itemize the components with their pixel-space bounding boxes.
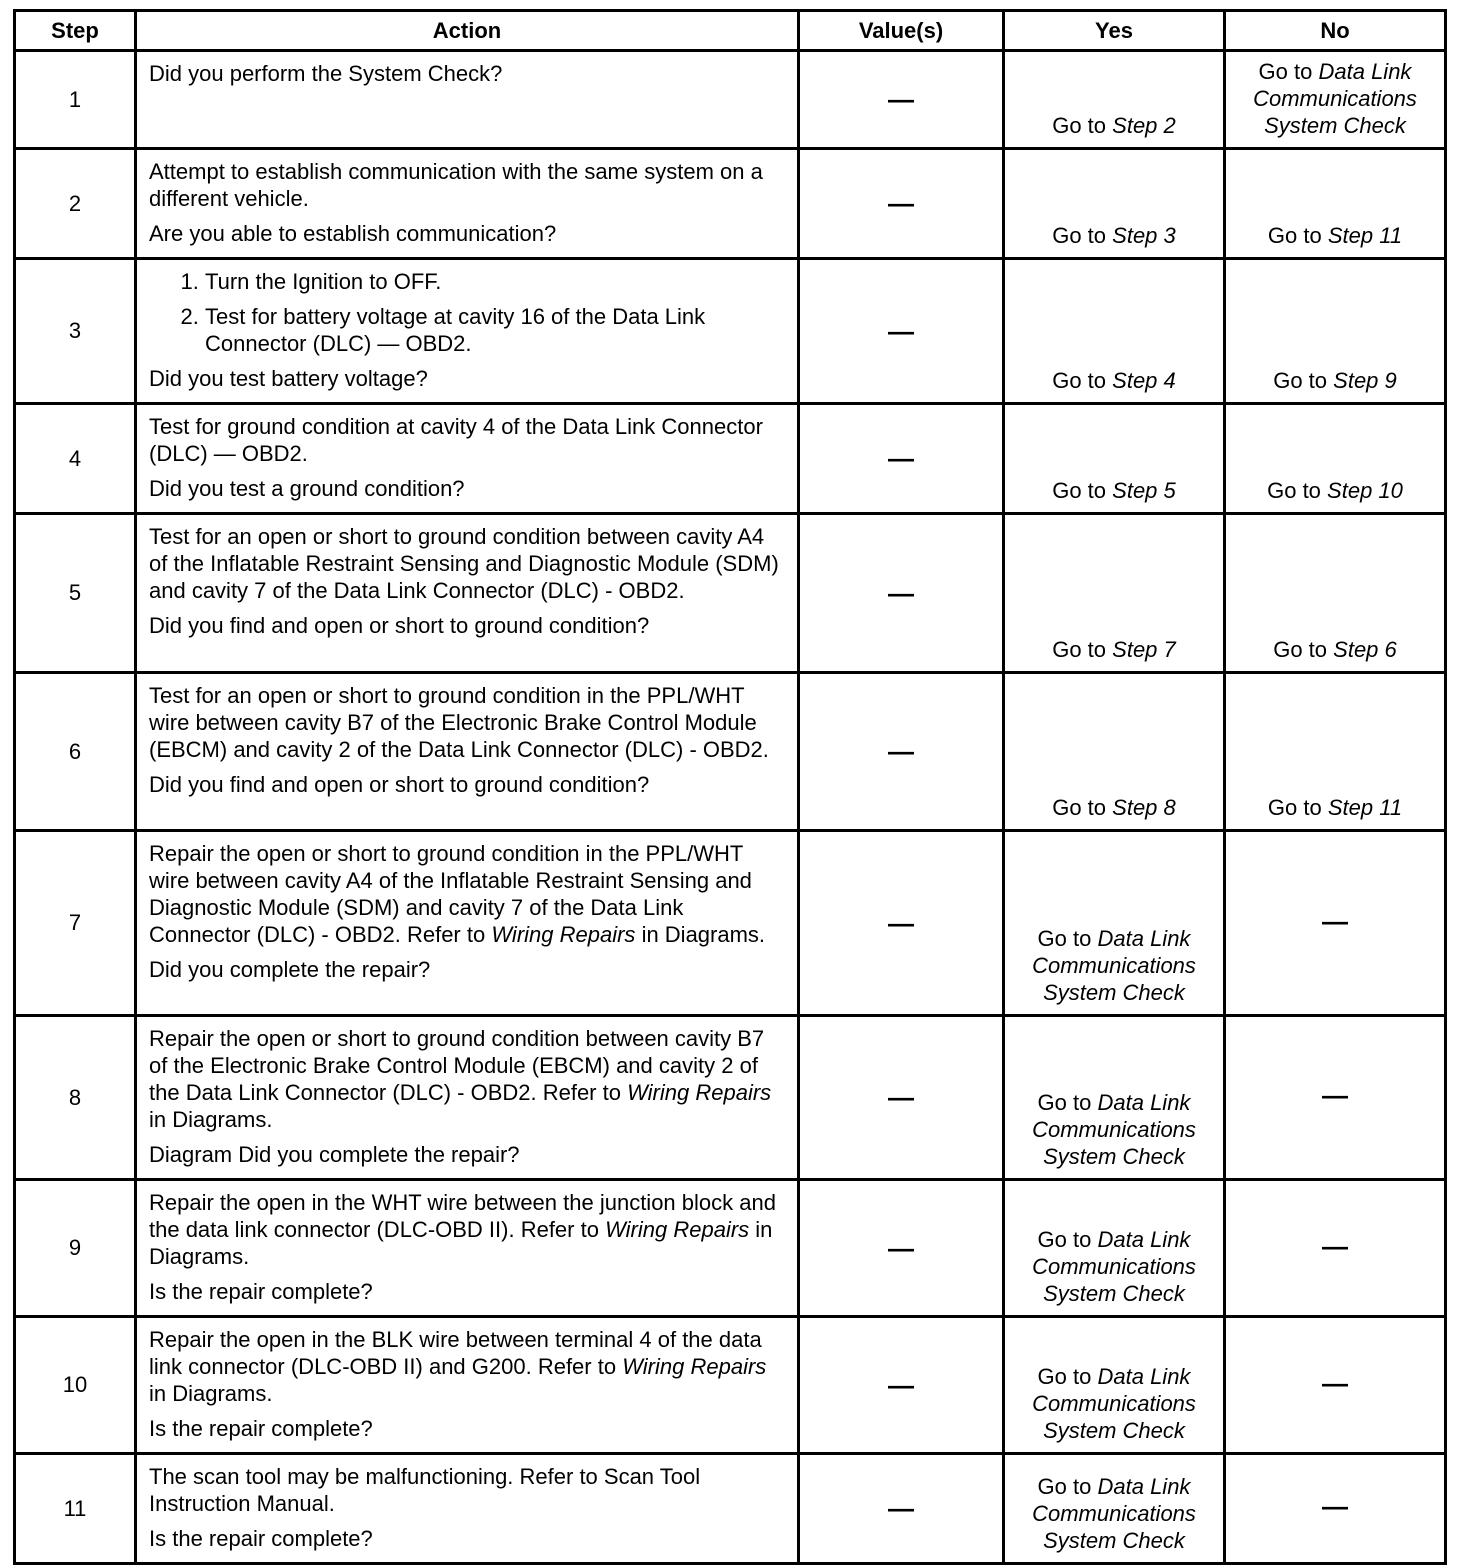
yes-link-line[interactable]: Communications xyxy=(1032,1391,1196,1416)
wiring-repairs-ref[interactable]: Wiring Repairs xyxy=(627,1080,772,1105)
action-question: Is the repair complete? xyxy=(149,1416,373,1441)
no-link[interactable]: Step 11 xyxy=(1327,795,1403,820)
action-instruction: Test for an open or short to ground condition in the PPL/WHT wire between cavity B7 of the Electronic Brake Control Module (EBCM) and cavity 2 of the Data Link Connector (DLC) - OBD2. xyxy=(149,683,769,762)
list-item: 2. Test for battery voltage at cavity 16 of the Data Link Connector (DLC) — OBD2. xyxy=(205,303,787,357)
header-yes: Yes xyxy=(1004,11,1225,51)
table-row xyxy=(15,51,1446,149)
yes-prefix: Go to xyxy=(1052,478,1107,503)
no-cell: — xyxy=(1225,1180,1446,1317)
action-instruction xyxy=(149,1189,787,1270)
header-step: Step xyxy=(15,11,136,51)
table-row xyxy=(15,1016,1446,1180)
no-prefix: Go to xyxy=(1258,59,1313,84)
table-row xyxy=(15,259,1446,404)
action-question: Did you test a ground condition? xyxy=(149,476,465,501)
value-cell: — xyxy=(799,1454,1004,1564)
table-row xyxy=(15,149,1446,259)
no-cell xyxy=(1225,51,1446,149)
yes-prefix: Go to xyxy=(1052,113,1107,138)
action-cell xyxy=(136,149,799,259)
action-cell xyxy=(136,1454,799,1564)
instruction-tail: in Diagrams. xyxy=(149,1107,273,1132)
action-instruction xyxy=(149,1326,787,1407)
yes-link-line[interactable]: System Check xyxy=(1043,1144,1185,1169)
action-question: Did you complete the repair? xyxy=(149,957,431,982)
yes-link-line[interactable]: System Check xyxy=(1043,980,1185,1005)
yes-link[interactable]: Step 3 xyxy=(1112,223,1176,248)
table-row xyxy=(15,404,1446,514)
yes-cell xyxy=(1004,514,1225,673)
value-cell: — xyxy=(799,149,1004,259)
action-question: Did you test battery voltage? xyxy=(149,366,428,391)
yes-link-line[interactable]: System Check xyxy=(1043,1418,1185,1443)
yes-cell xyxy=(1004,51,1225,149)
action-instruction: Test for ground condition at cavity 4 of the Data Link Connector (DLC) — OBD2. xyxy=(149,414,763,466)
instruction-tail: in Diagrams. xyxy=(641,922,766,947)
table-row xyxy=(15,514,1446,673)
step-number: 4 xyxy=(15,404,136,514)
yes-prefix: Go to xyxy=(1037,1474,1092,1499)
value-cell: — xyxy=(799,1317,1004,1454)
no-cell xyxy=(1225,673,1446,831)
value-cell: — xyxy=(799,1016,1004,1180)
yes-link-line[interactable]: Communications xyxy=(1032,1254,1196,1279)
no-cell: — xyxy=(1225,1317,1446,1454)
header-action: Action xyxy=(136,11,799,51)
no-link[interactable]: Step 10 xyxy=(1327,478,1403,503)
action-question xyxy=(149,1141,787,1168)
list-item: 1. Turn the Ignition to OFF. xyxy=(205,268,787,295)
yes-link-line[interactable]: System Check xyxy=(1043,1281,1185,1306)
yes-cell xyxy=(1004,673,1225,831)
no-link[interactable]: Step 11 xyxy=(1327,223,1403,248)
action-question: Did you perform the System Check? xyxy=(149,61,503,86)
action-cell xyxy=(136,404,799,514)
yes-prefix: Go to xyxy=(1037,1364,1092,1389)
no-cell: — xyxy=(1225,1454,1446,1564)
no-cell: — xyxy=(1225,831,1446,1016)
no-cell xyxy=(1225,404,1446,514)
instruction-tail: in Diagrams. xyxy=(149,1381,273,1406)
step-number: 9 xyxy=(15,1180,136,1317)
yes-cell xyxy=(1004,1180,1225,1317)
action-cell xyxy=(136,1180,799,1317)
no-prefix: Go to xyxy=(1267,478,1321,503)
no-link[interactable]: Data Link xyxy=(1318,59,1412,84)
yes-cell xyxy=(1004,149,1225,259)
yes-link[interactable]: Data Link xyxy=(1097,1474,1191,1499)
yes-prefix: Go to xyxy=(1052,368,1107,393)
no-prefix: Go to xyxy=(1273,637,1328,662)
yes-link[interactable]: Step 5 xyxy=(1112,478,1176,503)
no-link[interactable]: Step 9 xyxy=(1333,368,1397,393)
instruction-text: Repair the open or short to ground condition between cavity B7 of the Electronic Brake Control Module (EBCM) and cavity 2 of the Data Link Connector (DLC) - OBD2. Refer to xyxy=(149,1026,765,1105)
wiring-repairs-ref[interactable]: Wiring Repairs xyxy=(622,1354,767,1379)
no-cell: — xyxy=(1225,1016,1446,1180)
step-number: 2 xyxy=(15,149,136,259)
action-instruction xyxy=(149,1025,787,1133)
step-number: 7 xyxy=(15,831,136,1016)
question-prefix: Diagram xyxy=(149,1142,233,1167)
step-number: 6 xyxy=(15,673,136,831)
instruction-text: Repair the open in the BLK wire between terminal 4 of the data link connector (DLC-OBD II) and G200. Refer to xyxy=(149,1327,762,1379)
value-cell: — xyxy=(799,259,1004,404)
step-number: 3 xyxy=(15,259,136,404)
action-question: Did you find and open or short to ground condition? xyxy=(149,613,650,638)
instruction-text: Repair the open in the WHT wire between the junction block and the data link connector (DLC-OBD II). Refer to xyxy=(149,1190,776,1242)
no-cell xyxy=(1225,514,1446,673)
yes-prefix: Go to xyxy=(1037,926,1092,951)
step-number: 10 xyxy=(15,1317,136,1454)
action-question: Is the repair complete? xyxy=(149,1279,373,1304)
table-row xyxy=(15,1317,1446,1454)
yes-link[interactable]: Step 8 xyxy=(1112,795,1176,820)
no-cell xyxy=(1225,259,1446,404)
value-cell: — xyxy=(799,514,1004,673)
yes-prefix: Go to xyxy=(1037,1227,1092,1252)
yes-link[interactable]: Step 7 xyxy=(1112,637,1176,662)
yes-prefix: Go to xyxy=(1052,223,1107,248)
no-link[interactable]: Step 6 xyxy=(1333,637,1397,662)
no-prefix: Go to xyxy=(1273,368,1328,393)
action-instruction: Attempt to establish communication with the same system on a different vehicle. xyxy=(149,159,763,211)
table-row xyxy=(15,1180,1446,1317)
action-cell xyxy=(136,1317,799,1454)
value-cell: — xyxy=(799,51,1004,149)
yes-cell xyxy=(1004,404,1225,514)
instruction-text: Repair the open or short to ground condition in the PPL/WHT wire between cavity A4 of the Inflatable Restraint Sensing and Diagnostic Module (SDM) and cavity 7 of the Data Link Connector (DLC) - OBD2. Refer to xyxy=(149,841,752,947)
action-instruction: The scan tool may be malfunctioning. Refer to Scan Tool Instruction Manual. xyxy=(149,1464,701,1516)
yes-cell xyxy=(1004,1016,1225,1180)
yes-link-line[interactable]: Communications xyxy=(1032,953,1196,978)
step-number: 8 xyxy=(15,1016,136,1180)
header-row xyxy=(15,11,1446,51)
step-number: 1 xyxy=(15,51,136,149)
no-prefix: Go to xyxy=(1267,795,1322,820)
yes-link[interactable]: Data Link xyxy=(1097,1090,1191,1115)
no-link-line[interactable]: System Check xyxy=(1264,113,1406,138)
action-cell xyxy=(136,1016,799,1180)
yes-link-line[interactable]: Communications xyxy=(1032,1117,1196,1142)
wiring-repairs-ref[interactable]: Wiring Repairs xyxy=(491,922,636,947)
diagnostic-table xyxy=(13,9,1447,1565)
yes-link[interactable]: Data Link xyxy=(1097,1364,1191,1389)
yes-prefix: Go to xyxy=(1037,1090,1092,1115)
header-no: No xyxy=(1225,11,1446,51)
action-question: Did you find and open or short to ground condition? xyxy=(149,772,650,797)
value-cell: — xyxy=(799,831,1004,1016)
yes-link[interactable]: Data Link xyxy=(1097,1227,1191,1252)
value-cell: — xyxy=(799,1180,1004,1317)
yes-cell xyxy=(1004,1317,1225,1454)
action-cell xyxy=(136,259,799,404)
table-row xyxy=(15,1454,1446,1564)
action-instruction xyxy=(149,840,787,948)
action-cell xyxy=(136,51,799,149)
yes-cell xyxy=(1004,1454,1225,1564)
instruction-tail: in Diagrams. xyxy=(149,1217,773,1269)
action-cell xyxy=(136,514,799,673)
wiring-repairs-ref[interactable]: Wiring Repairs xyxy=(605,1217,750,1242)
table-row xyxy=(15,673,1446,831)
no-prefix: Go to xyxy=(1267,223,1322,248)
yes-link[interactable]: Step 2 xyxy=(1112,113,1176,138)
action-question: Is the repair complete? xyxy=(149,1526,373,1551)
yes-prefix: Go to xyxy=(1052,637,1107,662)
no-link-line[interactable]: Communications xyxy=(1253,86,1417,111)
action-list xyxy=(149,268,787,357)
yes-cell xyxy=(1004,259,1225,404)
action-cell xyxy=(136,831,799,1016)
action-question: Are you able to establish communication? xyxy=(149,221,557,246)
step-number: 5 xyxy=(15,514,136,673)
yes-link-line[interactable]: Communications xyxy=(1032,1501,1196,1526)
yes-link[interactable]: Step 4 xyxy=(1112,368,1176,393)
yes-prefix: Go to xyxy=(1052,795,1107,820)
table-row xyxy=(15,831,1446,1016)
yes-link-line[interactable]: System Check xyxy=(1043,1528,1185,1553)
value-cell: — xyxy=(799,673,1004,831)
action-instruction: Test for an open or short to ground condition between cavity A4 of the Inflatable Restraint Sensing and Diagnostic Module (SDM) and cavity 7 of the Data Link Connector (DLC) - OBD2. xyxy=(149,524,779,603)
action-cell xyxy=(136,673,799,831)
question-text: Did you complete the repair? xyxy=(238,1142,520,1167)
value-cell: — xyxy=(799,404,1004,514)
header-values: Value(s) xyxy=(799,11,1004,51)
yes-link[interactable]: Data Link xyxy=(1097,926,1191,951)
step-number: 11 xyxy=(15,1454,136,1564)
yes-cell xyxy=(1004,831,1225,1016)
no-cell xyxy=(1225,149,1446,259)
